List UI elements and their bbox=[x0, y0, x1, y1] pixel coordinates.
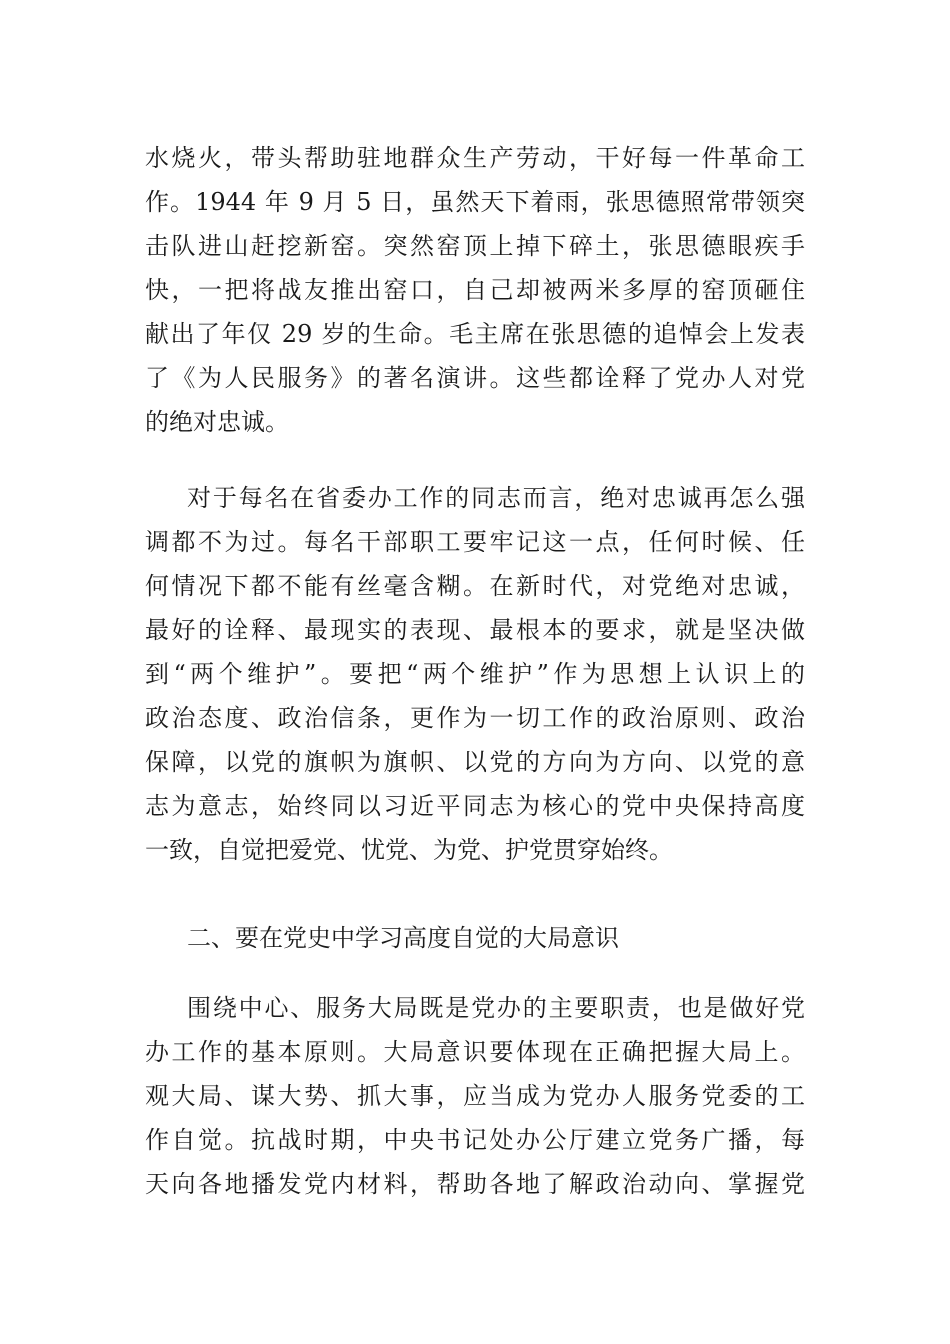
text-line: 何情况下都不能有丝毫含糊。在新时代，对党绝对忠诚， bbox=[145, 572, 805, 600]
text-line: 办工作的基本原则。大局意识要体现在正确把握大局上。 bbox=[145, 1038, 805, 1066]
text-line: 志为意志，始终同以习近平同志为核心的党中央保持高度 bbox=[145, 792, 805, 820]
text-line: 快，一把将战友推出窑口，自己却被两米多厚的窑顶砸住 bbox=[145, 276, 805, 304]
text-line: 天向各地播发党内材料，帮助各地了解政治动向、掌握党 bbox=[145, 1170, 805, 1198]
text-line: 的绝对忠诚。 bbox=[145, 408, 289, 436]
text-line: 政治态度、政治信条，更作为一切工作的政治原则、政治 bbox=[145, 704, 805, 732]
text-line: 击队进山赶挖新窑。突然窑顶上掉下碎土，张思德眼疾手 bbox=[145, 232, 805, 260]
text-line: 作自觉。抗战时期，中央书记处办公厅建立党务广播，每 bbox=[145, 1126, 805, 1154]
text-line: 到“两个维护”。要把“两个维护”作为思想上认识上的 bbox=[145, 660, 805, 688]
text-line: 一致，自觉把爱党、忧党、为党、护党贯穿始终。 bbox=[145, 836, 673, 864]
text-line: 了《为人民服务》的著名演讲。这些都诠释了党办人对党 bbox=[145, 364, 805, 392]
paragraph-first-line: 围绕中心、服务大局既是党办的主要职责，也是做好党 bbox=[187, 994, 805, 1022]
text-line: 作。1944 年 9 月 5 日，虽然天下着雨，张思德照常带领突 bbox=[145, 188, 805, 216]
text-line: 最好的诠释、最现实的表现、最根本的要求，就是坚决做 bbox=[145, 616, 805, 644]
text-line: 保障，以党的旗帜为旗帜、以党的方向为方向、以党的意 bbox=[145, 748, 805, 776]
text-line: 观大局、谋大势、抓大事，应当成为党办人服务党委的工 bbox=[145, 1082, 805, 1110]
paragraph-first-line: 对于每名在省委办工作的同志而言，绝对忠诚再怎么强 bbox=[187, 484, 805, 512]
text-line: 水烧火，带头帮助驻地群众生产劳动，干好每一件革命工 bbox=[145, 144, 805, 172]
text-line: 调都不为过。每名干部职工要牢记这一点，任何时候、任 bbox=[145, 528, 805, 556]
section-heading: 二、要在党史中学习高度自觉的大局意识 bbox=[187, 924, 619, 952]
text-line: 献出了年仅 29 岁的生命。毛主席在张思德的追悼会上发表 bbox=[145, 320, 805, 348]
